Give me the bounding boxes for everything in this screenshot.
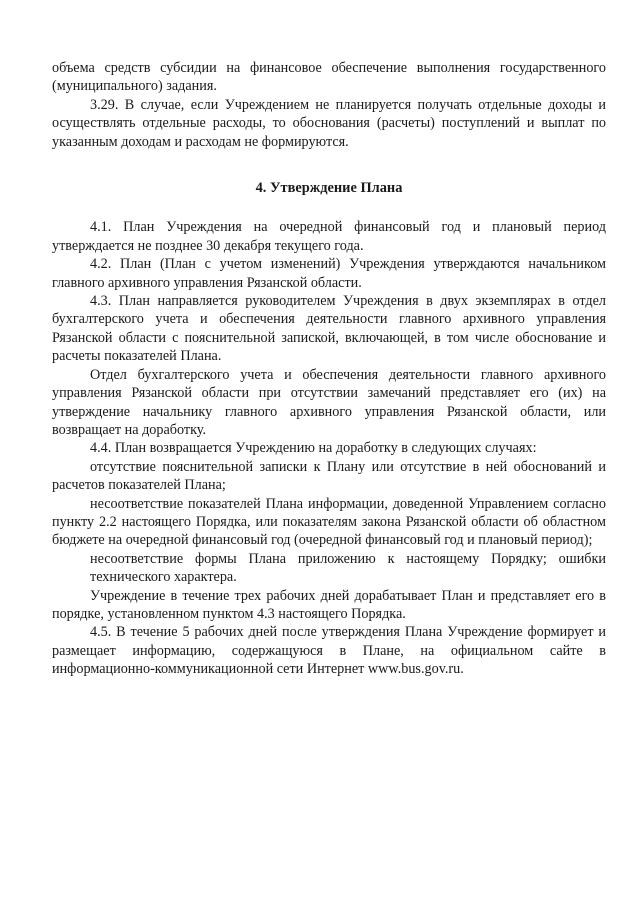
case-item-2: несоответствие показателей Плана информации, доведенной Управлением согласно пункту 2.2 настоящего Порядка, или показателям закона Рязанской области об областном бюджете на очередной финансовый год (очередной финансовый год и плановый период);: [52, 495, 606, 549]
paragraph-department: Отдел бухгалтерского учета и обеспечения деятельности главного архивного управления Рязанской области при отсутствии замечаний представляет его (их) на утверждение начальнику главного архивного управления Рязанской области, или возвращает на доработку.: [52, 366, 606, 438]
section-heading: 4. Утверждение Плана: [255, 180, 403, 197]
paragraph-4-5: 4.5. В течение 5 рабочих дней после утверждения Плана Учреждение формирует и размещает информацию, содержащуюся в Плане, на официальном сайте в информационно-коммуникационной сети Интернет www.bus.gov.ru.: [52, 624, 606, 678]
paragraph-continuation: объема средств субсидии на финансовое обеспечение выполнения государственного (муниципального) задания.: [52, 60, 606, 95]
paragraph-rework: Учреждение в течение трех рабочих дней дорабатывает План и представляет его в порядке, установленном пунктом 4.3 настоящего Порядка.: [52, 587, 606, 622]
document-body: [52, 59, 606, 679]
paragraph-4-1: 4.1. План Учреждения на очередной финансовый год и плановый период утверждается не позднее 30 декабря текущего года.: [52, 219, 606, 254]
case-item-1: отсутствие пояснительной записки к Плану или отсутствие в ней обоснований и расчетов показателей Плана;: [52, 458, 606, 494]
paragraph-4-3: 4.3. План направляется руководителем Учреждения в двух экземплярах в отдел бухгалтерского учета и обеспечения деятельности главного архивного управления Рязанской области с пояснительной запиской, включающей, в том числе обоснование и расчеты показателей Плана.: [52, 293, 606, 365]
paragraph-3-29: 3.29. В случае, если Учреждением не планируется получать отдельные доходы и осуществлять отдельные расходы, то обоснования (расчеты) поступлений и выплат по указанным доходам и расходам не формируются.: [52, 96, 606, 150]
paragraph-4-2: 4.2. План (План с учетом изменений) Учреждения утверждаются начальником главного архивного управления Рязанской области.: [52, 256, 606, 291]
case-item-3: несоответствие формы Плана приложению к настоящему Порядку; ошибки технического характера.: [90, 550, 606, 586]
paragraph-4-4: 4.4. План возвращается Учреждению на доработку в следующих случаях:: [90, 440, 537, 457]
